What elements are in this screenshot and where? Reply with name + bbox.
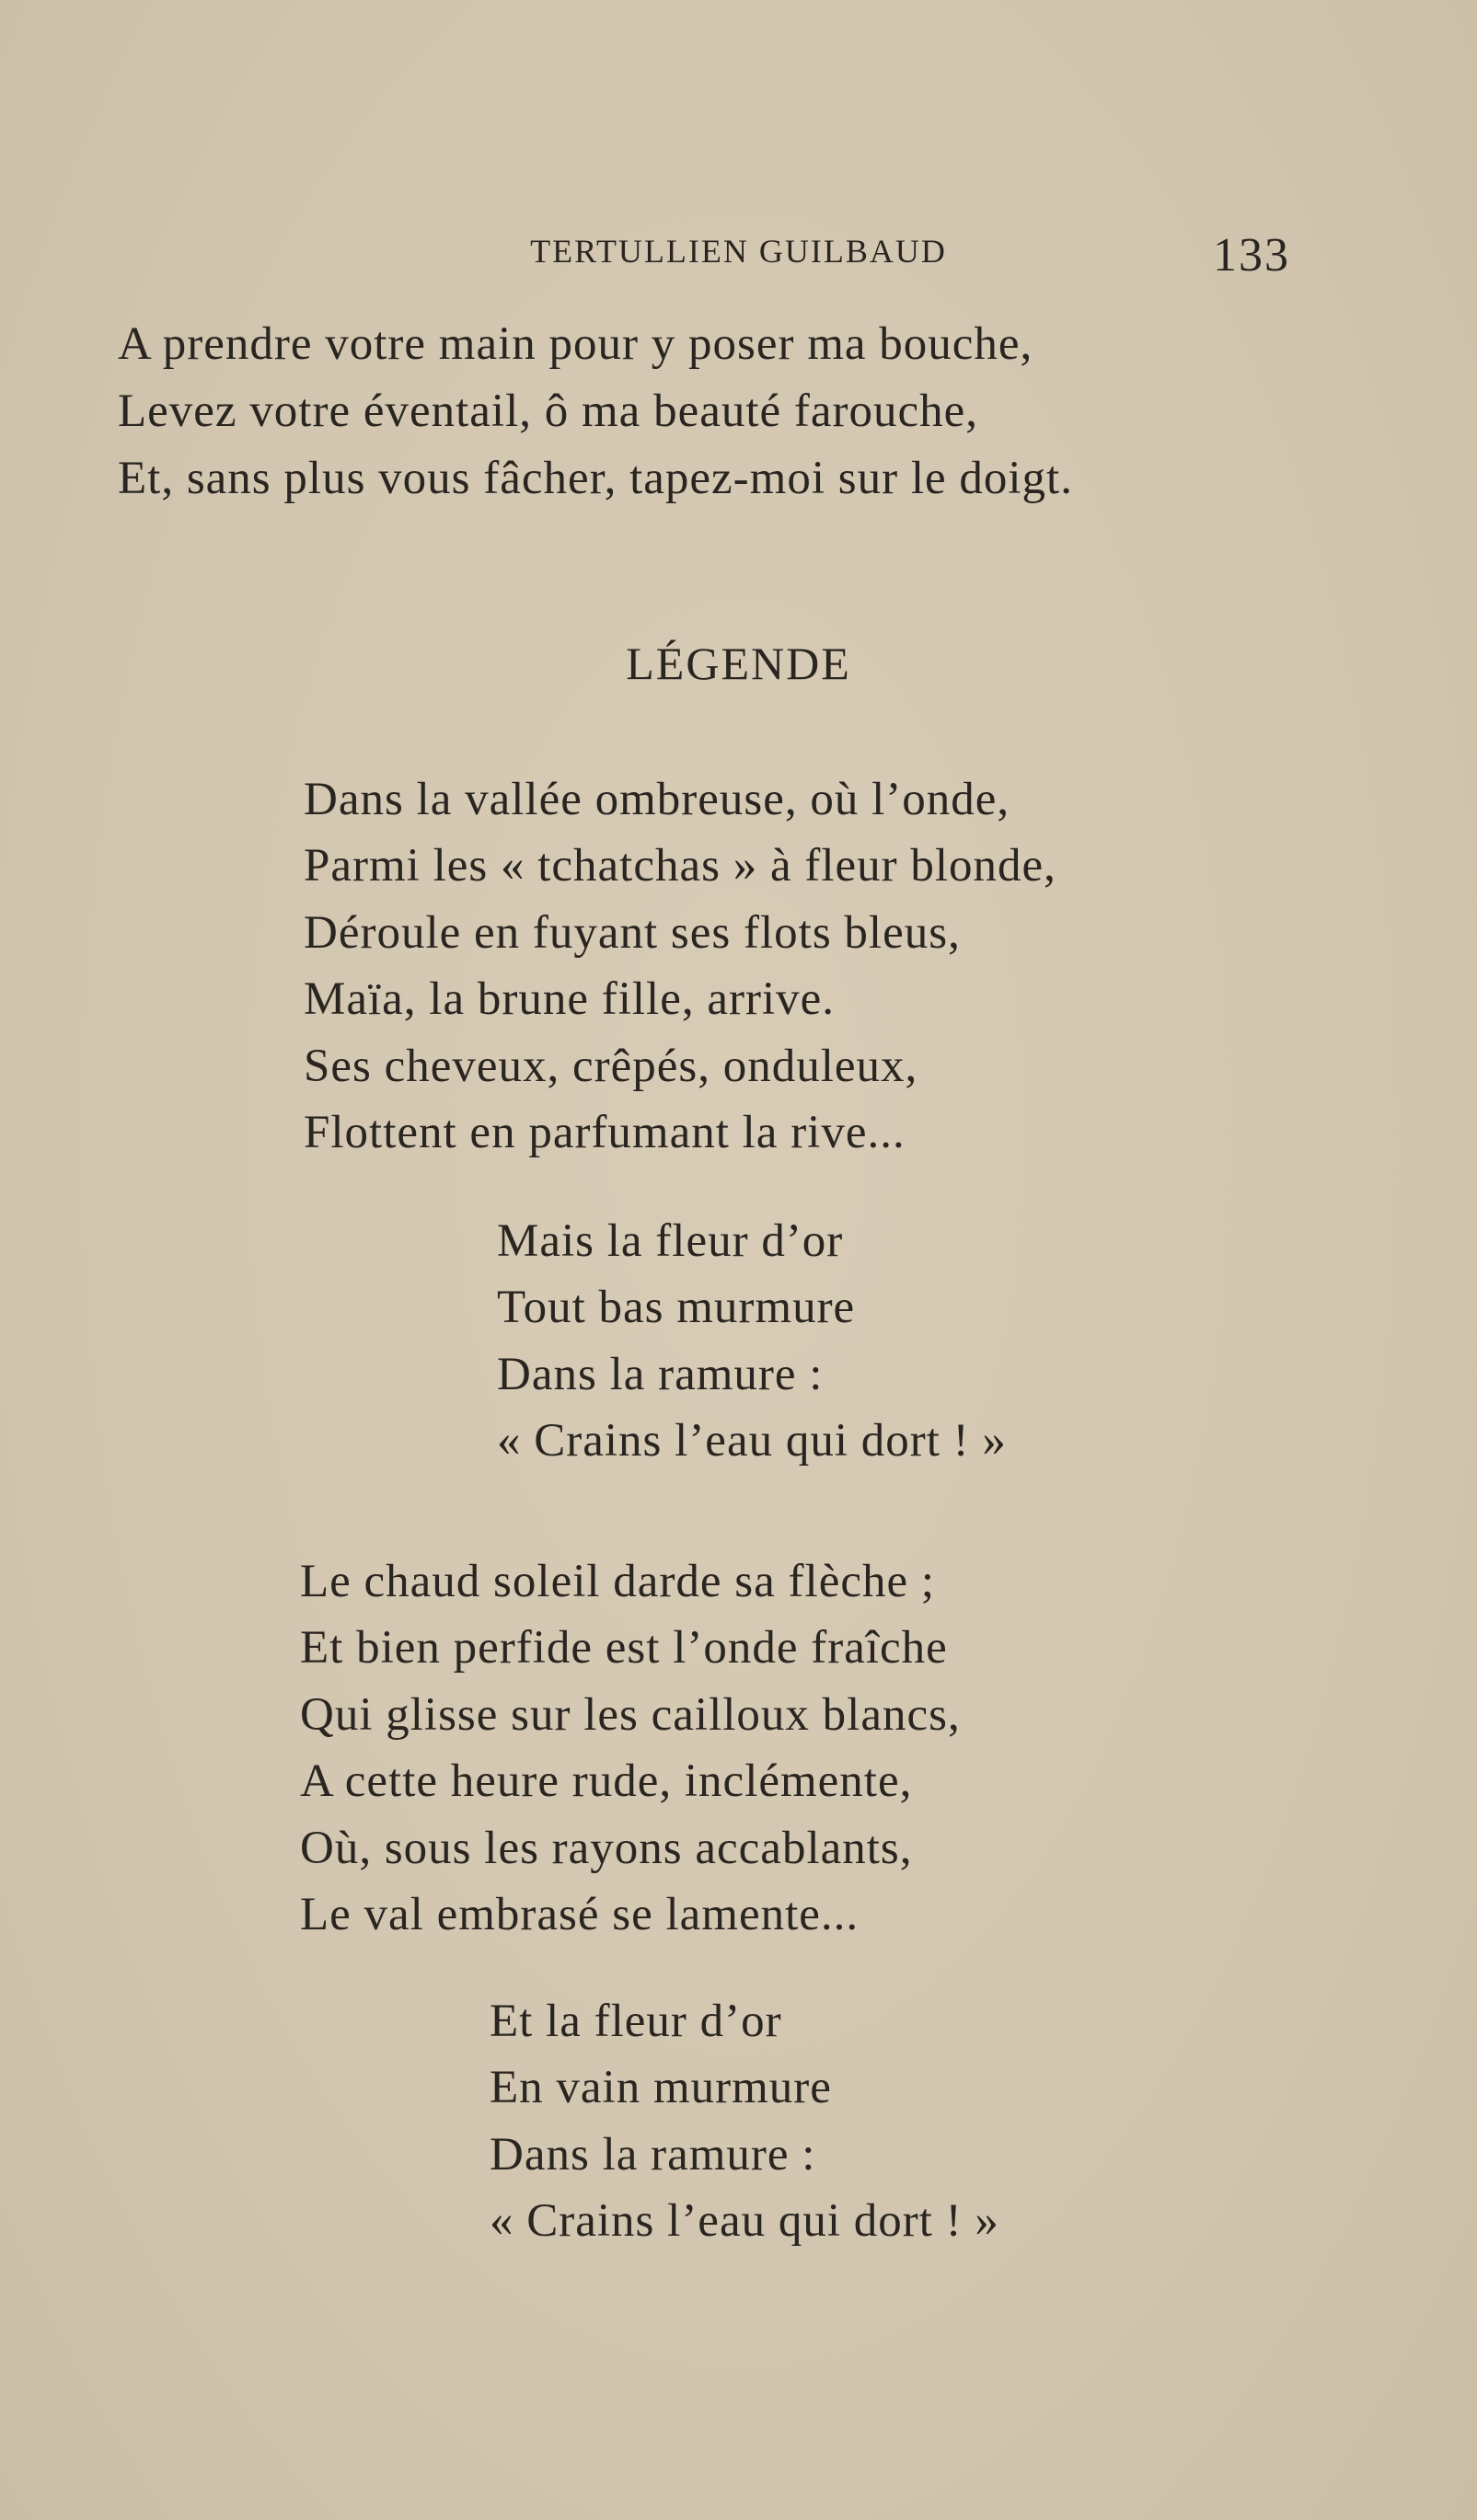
verse-line: Et la fleur d’or — [490, 1996, 782, 2047]
verse-line: Ses cheveux, crêpés, onduleux, — [304, 1041, 918, 1092]
poem-title: LÉGENDE — [626, 638, 851, 689]
verse-line: Le val embrasé se lamente... — [300, 1889, 860, 1940]
verse-line: Flottent en parfumant la rive... — [304, 1107, 906, 1158]
verse-line: Et bien perfide est l’onde fraîche — [300, 1622, 948, 1674]
verse-line: En vain murmure — [490, 2062, 832, 2113]
verse-line: Mais la fleur d’or — [497, 1215, 844, 1267]
verse-line: Où, sous les rayons accablants, — [300, 1823, 913, 1874]
verse-line: Tout bas murmure — [497, 1282, 856, 1333]
verse-line: Et, sans plus vous fâcher, tapez-moi sur le doigt. — [118, 453, 1073, 504]
verse-line: Levez votre éventail, ô ma beauté farouche, — [118, 385, 979, 437]
verse-line: Qui glisse sur les cailloux blancs, — [300, 1689, 961, 1741]
verse-line: « Crains l’eau qui dort ! » — [497, 1415, 1007, 1467]
verse-line: Maïa, la brune fille, arrive. — [304, 973, 836, 1025]
verse-line: Dans la vallée ombreuse, où l’onde, — [304, 774, 1010, 825]
verse-line: Dans la ramure : — [497, 1349, 824, 1400]
verse-line: « Crains l’eau qui dort ! » — [490, 2195, 999, 2247]
verse-line: Déroule en fuyant ses flots bleus, — [304, 907, 961, 959]
verse-line: Le chaud soleil darde sa flèche ; — [300, 1556, 936, 1607]
verse-line: A prendre votre main pour y poser ma bouche, — [118, 318, 1033, 370]
verse-line: Parmi les « tchatchas » à fleur blonde, — [304, 840, 1056, 892]
verse-line: A cette heure rude, inclémente, — [300, 1755, 913, 1807]
running-title: TERTULLIEN GUILBAUD — [530, 233, 947, 270]
page-number: 133 — [1213, 229, 1290, 282]
verse-line: Dans la ramure : — [490, 2129, 816, 2181]
